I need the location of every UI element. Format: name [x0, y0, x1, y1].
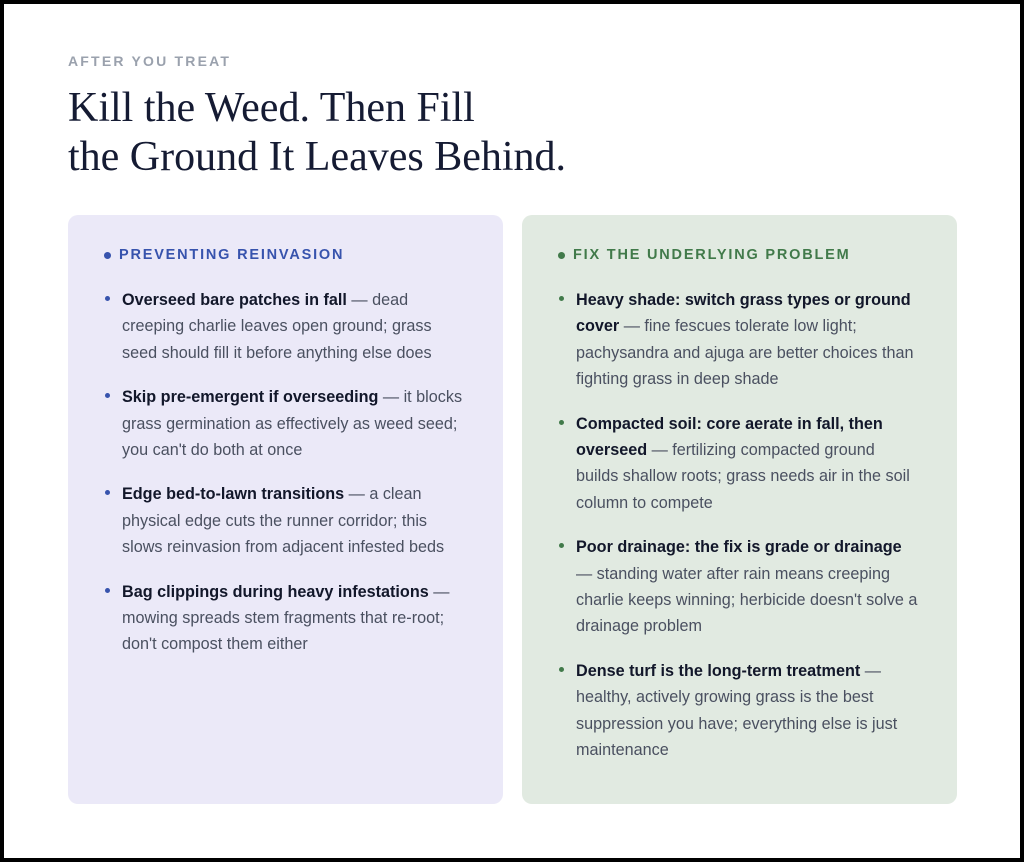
- page-title-line-2: the Ground It Leaves Behind.: [68, 134, 567, 180]
- tip-heading: Overseed bare patches in fall: [122, 291, 347, 309]
- bullet-icon: [559, 667, 564, 672]
- card-preventing-reinvasion: [68, 215, 503, 804]
- tip-heading: Skip pre-emergent if overseeding: [122, 388, 379, 407]
- dot-icon: [558, 252, 565, 259]
- tip-text: — a clean physical edge cuts the runner corridor; this slows reinvasion from adjacent infested beds: [122, 485, 445, 557]
- bullet-icon: [559, 296, 564, 301]
- list-item: [104, 481, 467, 560]
- list-item: [104, 287, 467, 366]
- section-eyebrow: AFTER YOU TREAT: [68, 53, 232, 69]
- card-fix-underlying-problem: [522, 215, 957, 804]
- tip-heading: Bag clippings during heavy infestations: [122, 582, 429, 601]
- card-label: [104, 247, 467, 263]
- dot-icon: [104, 252, 111, 259]
- list-item: [104, 579, 467, 658]
- card-label-text: FIX THE UNDERLYING PROBLEM: [573, 247, 851, 263]
- tip-text: — standing water after rain means creeping charlie keeps winning; herbicide doesn't solve a drainage problem: [576, 564, 918, 636]
- tip-text: — healthy, actively growing grass is the best suppression you have; everything else is just maintenance: [576, 661, 898, 760]
- list-item: [558, 534, 921, 640]
- list-item: [104, 384, 467, 463]
- card-label: [558, 247, 921, 263]
- list-item: [558, 658, 921, 764]
- bullet-icon: [559, 420, 564, 425]
- bullet-icon: [105, 393, 110, 398]
- tip-heading: Poor drainage: the fix is grade or drainage: [576, 538, 902, 557]
- tip-list: [104, 287, 467, 658]
- list-item: [558, 287, 921, 393]
- tip-heading: Heavy shade: switch grass types or ground cover: [576, 291, 911, 336]
- tip-text: — mowing spreads stem fragments that re-root; don't compost them either: [122, 582, 450, 654]
- tip-list: [558, 287, 921, 764]
- list-item: [558, 411, 921, 517]
- tip-text: — it blocks grass germination as effectively as weed seed; you can't do both at once: [122, 388, 463, 460]
- card-label-text: PREVENTING REINVASION: [119, 247, 345, 263]
- bullet-icon: [105, 296, 110, 301]
- tip-heading: Dense turf is the long-term treatment: [576, 661, 861, 680]
- page-title-line-1: Kill the Weed. Then Fill: [68, 85, 475, 131]
- page-title: [68, 84, 566, 182]
- tip-heading: Compacted soil: core aerate in fall, then overseed: [576, 414, 883, 460]
- bullet-icon: [105, 490, 110, 495]
- tip-heading: Edge bed-to-lawn transitions: [122, 485, 345, 504]
- bullet-icon: [105, 588, 110, 593]
- tip-text: — fertilizing compacted ground builds shallow roots; grass needs air in the soil column to compete: [576, 441, 910, 512]
- tip-text: — dead creeping charlie leaves open ground; grass seed should fill it before anything else does: [122, 291, 432, 362]
- tip-text: — fine fescues tolerate low light; pachysandra and ajuga are better choices than fighting grass in deep shade: [576, 317, 914, 389]
- bullet-icon: [559, 543, 564, 548]
